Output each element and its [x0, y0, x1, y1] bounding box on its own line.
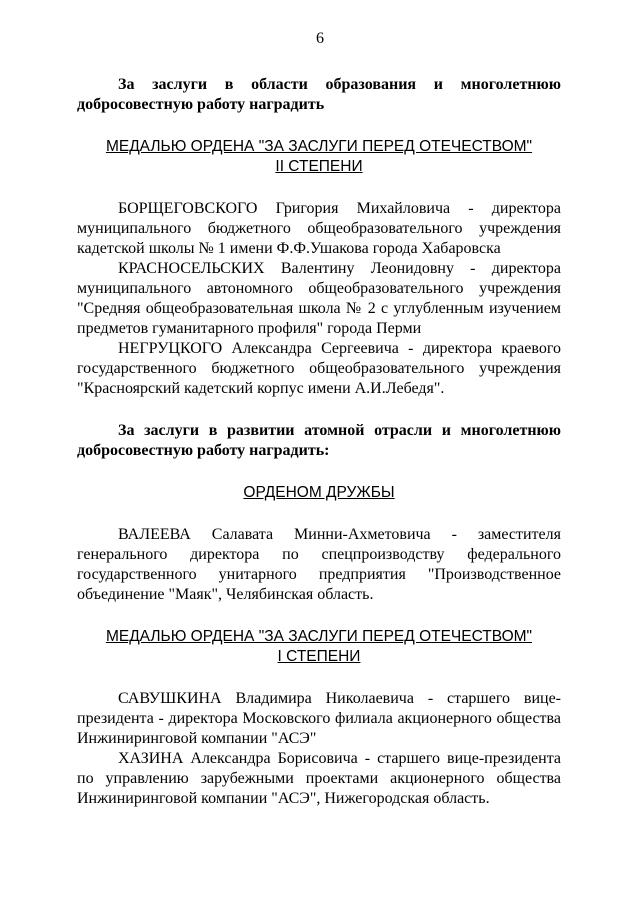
award-heading-medal-2 [77, 137, 561, 177]
award-degree: I СТЕПЕНИ [277, 648, 361, 665]
award-title: МЕДАЛЬЮ ОРДЕНА "ЗА ЗАСЛУГИ ПЕРЕД ОТЕЧЕСТВОМ" [105, 138, 533, 155]
awardee-entry: КРАСНОСЕЛЬСКИХ Валентину Леонидовну - директора муниципального автономного общеобразовательного учреждения "Средняя общеобразовательная школа № 2 с углубленным изучением предметов гуманитарного профиля" города Перми [77, 260, 561, 337]
awardee-entry: САВУШКИНА Владимира Николаевича - старшего вице-президента - директора Московского филиала акционерного общества Инжиниринговой компании "АСЭ" [77, 690, 561, 747]
award-degree: II СТЕПЕНИ [275, 158, 363, 175]
awardee-entry: ВАЛЕЕВА Салавата Минни-Ахметовича - заместителя генерального директора по спецпроизводству федерального государственного унитарного предприятия "Производственное объединение "Маяк", Челябинская область. [77, 526, 561, 603]
page-number: 6 [316, 30, 324, 47]
award-heading-friendship [77, 483, 561, 503]
decree-body [77, 75, 561, 809]
awardee-entry: НЕГРУЦКОГО Александра Сергеевича - директора краевого государственного бюджетного общеобразовательного учреждения "Красноярский кадетский корпус имени А.И.Лебедя". [77, 340, 561, 397]
award-heading-medal-1 [77, 627, 561, 667]
award-title: МЕДАЛЬЮ ОРДЕНА "ЗА ЗАСЛУГИ ПЕРЕД ОТЕЧЕСТВОМ" [105, 628, 533, 645]
awardee-entry: ХАЗИНА Александра Борисовича - старшего вице-президента по управлению зарубежными проектами акционерного общества Инжиниринговой компании "АСЭ", Нижегородская область. [77, 750, 561, 807]
award-intro-education: За заслуги в области образования и многолетнюю добросовестную работу наградить [77, 76, 561, 113]
award-intro-atomic: За заслуги в развитии атомной отрасли и многолетнюю добросовестную работу наградить: [77, 422, 561, 459]
awardee-entry: БОРЩЕГОВСКОГО Григория Михайловича - директора муниципального бюджетного общеобразовательного учреждения кадетской школы № 1 имени Ф.Ф.Ушакова города Хабаровска [77, 200, 561, 257]
award-title: ОРДЕНОМ ДРУЖБЫ [243, 484, 395, 501]
